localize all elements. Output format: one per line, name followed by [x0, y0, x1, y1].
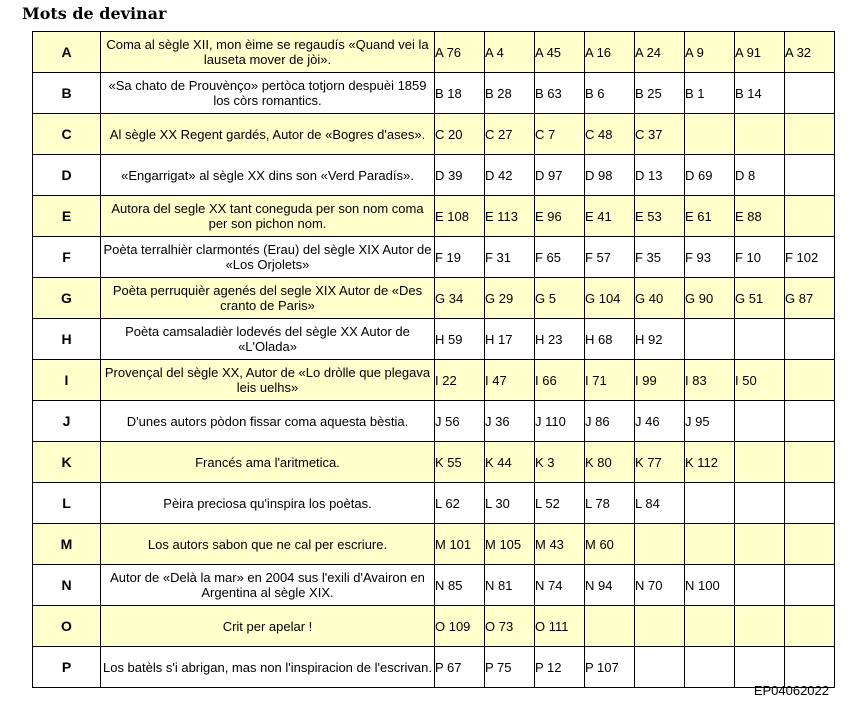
filler-cell [735, 319, 785, 360]
answer-cell[interactable]: K 77 [635, 442, 685, 483]
filler-cell [635, 606, 685, 647]
filler-cell [785, 401, 835, 442]
row-clue: Poèta camsaladièr lodevés del sègle XX Autor de «L'Olada» [101, 319, 435, 360]
answer-cell[interactable]: G 90 [685, 278, 735, 319]
answer-cell[interactable]: A 91 [735, 32, 785, 73]
filler-cell [785, 442, 835, 483]
filler-cell [685, 319, 735, 360]
row-letter: I [33, 360, 101, 401]
answer-cell[interactable]: N 70 [635, 565, 685, 606]
puzzle-row [33, 196, 835, 237]
filler-cell [785, 319, 835, 360]
answer-cell[interactable]: H 92 [635, 319, 685, 360]
row-letter: E [33, 196, 101, 237]
filler-cell [785, 360, 835, 401]
answer-cell[interactable]: E 61 [685, 196, 735, 237]
answer-cell[interactable]: H 23 [535, 319, 585, 360]
answer-cell[interactable]: B 25 [635, 73, 685, 114]
row-letter: B [33, 73, 101, 114]
answer-cell[interactable]: H 68 [585, 319, 635, 360]
row-clue: Autor de «Delà la mar» en 2004 sus l'exili d'Avairon en Argentina al sègle XIX. [101, 565, 435, 606]
answer-cell[interactable]: N 74 [535, 565, 585, 606]
answer-cell[interactable]: A 4 [485, 32, 535, 73]
row-clue: Crit per apelar ! [101, 606, 435, 647]
row-letter: A [33, 32, 101, 73]
row-letter: C [33, 114, 101, 155]
answer-cell[interactable]: I 83 [685, 360, 735, 401]
answer-cell[interactable]: D 42 [485, 155, 535, 196]
answer-cell[interactable]: J 36 [485, 401, 535, 442]
puzzle-row [33, 155, 835, 196]
row-clue: Coma al sègle XII, mon èime se regaudís «Quand vei la lauseta mover de jòi». [101, 32, 435, 73]
page-title: Mots de devinar [22, 4, 167, 23]
row-clue: D'unes autors pòdon fissar coma aquesta bèstia. [101, 401, 435, 442]
answer-cell[interactable]: F 65 [535, 237, 585, 278]
answer-cell[interactable]: H 17 [485, 319, 535, 360]
answer-cell[interactable]: G 34 [435, 278, 485, 319]
answer-cell[interactable]: L 52 [535, 483, 585, 524]
row-clue: Poèta terralhièr clarmontés (Erau) del sègle XIX Autor de «Los Orjolets» [101, 237, 435, 278]
answer-cell[interactable]: D 98 [585, 155, 635, 196]
row-letter: O [33, 606, 101, 647]
puzzle-body [33, 32, 835, 688]
answer-cell[interactable]: F 10 [735, 237, 785, 278]
puzzle-row [33, 237, 835, 278]
row-clue: «Sa chato de Prouvènço» pertòca totjorn despuèi 1859 los còrs romantics. [101, 73, 435, 114]
puzzle-row [33, 483, 835, 524]
answer-cell[interactable]: K 3 [535, 442, 585, 483]
row-letter: M [33, 524, 101, 565]
answer-cell[interactable]: I 50 [735, 360, 785, 401]
row-letter: P [33, 647, 101, 688]
answer-cell[interactable]: G 5 [535, 278, 585, 319]
puzzle-row [33, 647, 835, 688]
answer-cell[interactable]: I 22 [435, 360, 485, 401]
answer-cell[interactable]: A 76 [435, 32, 485, 73]
row-letter: F [33, 237, 101, 278]
answer-cell[interactable]: I 71 [585, 360, 635, 401]
filler-cell [685, 524, 735, 565]
row-clue: Al sègle XX Regent gardés, Autor de «Bogres d'ases». [101, 114, 435, 155]
answer-cell[interactable]: N 94 [585, 565, 635, 606]
filler-cell [785, 565, 835, 606]
answer-cell[interactable]: A 32 [785, 32, 835, 73]
answer-cell[interactable]: D 97 [535, 155, 585, 196]
answer-cell[interactable]: C 7 [535, 114, 585, 155]
answer-cell[interactable]: K 112 [685, 442, 735, 483]
row-clue: Provençal del sègle XX, Autor de «Lo dròlle que plegava leis uelhs» [101, 360, 435, 401]
answer-cell[interactable]: I 47 [485, 360, 535, 401]
answer-cell[interactable]: G 51 [735, 278, 785, 319]
answer-cell[interactable]: A 16 [585, 32, 635, 73]
puzzle-row [33, 278, 835, 319]
answer-cell[interactable]: J 86 [585, 401, 635, 442]
filler-cell [735, 565, 785, 606]
answer-cell[interactable]: F 35 [635, 237, 685, 278]
filler-cell [785, 73, 835, 114]
answer-cell[interactable]: I 99 [635, 360, 685, 401]
answer-cell[interactable]: D 13 [635, 155, 685, 196]
puzzle-row [33, 524, 835, 565]
row-letter: G [33, 278, 101, 319]
filler-cell [785, 196, 835, 237]
filler-cell [785, 155, 835, 196]
filler-cell [735, 524, 785, 565]
filler-cell [635, 647, 685, 688]
filler-cell [785, 606, 835, 647]
answer-cell[interactable]: H 59 [435, 319, 485, 360]
answer-cell[interactable]: F 102 [785, 237, 835, 278]
puzzle-row [33, 606, 835, 647]
answer-cell[interactable]: B 1 [685, 73, 735, 114]
filler-cell [685, 606, 735, 647]
puzzle-row [33, 401, 835, 442]
filler-cell [735, 442, 785, 483]
filler-cell [785, 483, 835, 524]
filler-cell [735, 647, 785, 688]
document-code: EP04062022 [753, 683, 829, 698]
answer-cell[interactable]: K 44 [485, 442, 535, 483]
filler-cell [735, 114, 785, 155]
answer-cell[interactable]: C 20 [435, 114, 485, 155]
answer-cell[interactable]: I 66 [535, 360, 585, 401]
answer-cell[interactable]: A 24 [635, 32, 685, 73]
row-letter: K [33, 442, 101, 483]
answer-cell[interactable]: L 84 [635, 483, 685, 524]
answer-cell[interactable]: M 101 [435, 524, 485, 565]
answer-cell[interactable]: D 8 [735, 155, 785, 196]
answer-cell[interactable]: M 43 [535, 524, 585, 565]
answer-cell[interactable]: B 28 [485, 73, 535, 114]
row-letter: L [33, 483, 101, 524]
answer-cell[interactable]: N 85 [435, 565, 485, 606]
filler-cell [735, 401, 785, 442]
row-clue: «Engarrigat» al sègle XX dins son «Verd Paradís». [101, 155, 435, 196]
answer-cell[interactable]: B 14 [735, 73, 785, 114]
filler-cell [635, 524, 685, 565]
puzzle-row [33, 73, 835, 114]
answer-cell[interactable]: E 88 [735, 196, 785, 237]
answer-cell[interactable]: N 81 [485, 565, 535, 606]
answer-cell[interactable]: F 93 [685, 237, 735, 278]
filler-cell [785, 647, 835, 688]
row-clue: Los autors sabon que ne cal per escriure. [101, 524, 435, 565]
filler-cell [735, 483, 785, 524]
answer-cell[interactable]: C 27 [485, 114, 535, 155]
answer-cell[interactable]: A 45 [535, 32, 585, 73]
answer-cell[interactable]: O 73 [485, 606, 535, 647]
answer-cell[interactable]: P 67 [435, 647, 485, 688]
answer-cell[interactable]: E 108 [435, 196, 485, 237]
answer-cell[interactable]: E 96 [535, 196, 585, 237]
puzzle-row [33, 114, 835, 155]
answer-cell[interactable]: M 60 [585, 524, 635, 565]
answer-cell[interactable]: O 109 [435, 606, 485, 647]
answer-cell[interactable]: K 80 [585, 442, 635, 483]
answer-cell[interactable]: J 95 [685, 401, 735, 442]
answer-cell[interactable]: G 87 [785, 278, 835, 319]
answer-cell[interactable]: A 9 [685, 32, 735, 73]
answer-cell[interactable]: P 107 [585, 647, 635, 688]
filler-cell [585, 606, 635, 647]
answer-cell[interactable]: F 31 [485, 237, 535, 278]
answer-cell[interactable]: J 46 [635, 401, 685, 442]
answer-cell[interactable]: C 48 [585, 114, 635, 155]
answer-cell[interactable]: F 19 [435, 237, 485, 278]
row-letter: N [33, 565, 101, 606]
answer-cell[interactable]: G 29 [485, 278, 535, 319]
filler-cell [685, 483, 735, 524]
filler-cell [785, 524, 835, 565]
row-clue: Francés ama l'aritmetica. [101, 442, 435, 483]
answer-cell[interactable]: E 53 [635, 196, 685, 237]
answer-cell[interactable]: C 37 [635, 114, 685, 155]
row-letter: D [33, 155, 101, 196]
row-clue: Autora del segle XX tant coneguda per son nom coma per son pichon nom. [101, 196, 435, 237]
answer-cell[interactable]: B 18 [435, 73, 485, 114]
answer-cell[interactable]: D 69 [685, 155, 735, 196]
answer-cell[interactable]: P 12 [535, 647, 585, 688]
answer-cell[interactable]: J 110 [535, 401, 585, 442]
answer-cell[interactable]: L 78 [585, 483, 635, 524]
filler-cell [785, 114, 835, 155]
answer-cell[interactable]: G 40 [635, 278, 685, 319]
answer-cell[interactable]: M 105 [485, 524, 535, 565]
row-clue: Los batèls s'i abrigan, mas non l'inspiracion de l'escrivan. [101, 647, 435, 688]
answer-cell[interactable]: E 113 [485, 196, 535, 237]
answer-cell[interactable]: F 57 [585, 237, 635, 278]
answer-cell[interactable]: L 30 [485, 483, 535, 524]
filler-cell [735, 606, 785, 647]
puzzle-row [33, 360, 835, 401]
answer-cell[interactable]: P 75 [485, 647, 535, 688]
row-clue: Poèta perruquièr agenés del segle XIX Autor de «Des cranto de Paris» [101, 278, 435, 319]
puzzle-row [33, 565, 835, 606]
filler-cell [685, 114, 735, 155]
answer-cell[interactable]: G 104 [585, 278, 635, 319]
answer-cell[interactable]: B 6 [585, 73, 635, 114]
puzzle-row [33, 319, 835, 360]
filler-cell [685, 647, 735, 688]
row-letter: H [33, 319, 101, 360]
answer-cell[interactable]: N 100 [685, 565, 735, 606]
row-letter: J [33, 401, 101, 442]
answer-cell[interactable]: D 39 [435, 155, 485, 196]
answer-cell[interactable]: E 41 [585, 196, 635, 237]
answer-cell[interactable]: O 111 [535, 606, 585, 647]
puzzle-table [32, 31, 835, 688]
answer-cell[interactable]: L 62 [435, 483, 485, 524]
answer-cell[interactable]: K 55 [435, 442, 485, 483]
puzzle-row [33, 442, 835, 483]
answer-cell[interactable]: B 63 [535, 73, 585, 114]
puzzle-row [33, 32, 835, 73]
answer-cell[interactable]: J 56 [435, 401, 485, 442]
row-clue: Pèira preciosa qu'inspira los poètas. [101, 483, 435, 524]
